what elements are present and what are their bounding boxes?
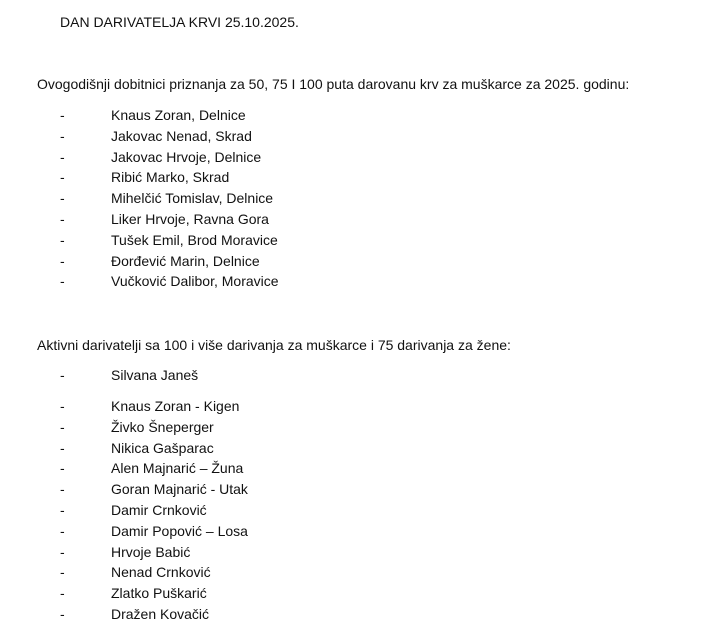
section-heading-active-donors: Aktivni darivatelji sa 100 i više darivanja za muškarce i 75 darivanja za žene: — [37, 337, 511, 353]
donor-name: Ribić Marko, Skrad — [111, 169, 230, 186]
list-bullet-dash: - — [60, 169, 65, 186]
donor-name: Liker Hrvoje, Ravna Gora — [111, 210, 269, 227]
donor-name: Vučković Dalibor, Moravice — [111, 273, 279, 290]
list-bullet-dash: - — [60, 605, 65, 622]
donor-name: Alen Majnarić – Žuna — [111, 460, 244, 477]
donor-name: Damir Popović – Losa — [111, 522, 248, 539]
list-bullet-dash: - — [60, 481, 65, 498]
list-bullet-dash: - — [60, 522, 65, 539]
section-heading-awardees: Ovogodišnji dobitnici priznanja za 50, 75 I 100 puta darovanu krv za muškarce za 2025. godinu: — [37, 76, 630, 92]
donor-name: Živko Šneperger — [111, 418, 214, 435]
list-bullet-dash: - — [60, 252, 65, 269]
donor-name: Nikica Gašparac — [111, 439, 214, 456]
donor-name: Goran Majnarić - Utak — [111, 481, 248, 498]
donor-name: Hrvoje Babić — [111, 543, 191, 560]
list-bullet-dash: - — [60, 273, 65, 290]
list-bullet-dash: - — [60, 190, 65, 207]
donor-name: Jakovac Nenad, Skrad — [111, 127, 252, 144]
list-bullet-dash: - — [60, 501, 65, 518]
list-bullet-dash: - — [60, 127, 65, 144]
list-bullet-dash: - — [60, 148, 65, 165]
list-bullet-dash: - — [60, 107, 65, 123]
donor-name: Đorđević Marin, Delnice — [111, 252, 260, 269]
document-title: DAN DARIVATELJA KRVI 25.10.2025. — [60, 14, 299, 30]
list-bullet-dash: - — [60, 210, 65, 227]
list-bullet-dash: - — [60, 231, 65, 248]
donor-name: Silvana Janeš — [111, 367, 199, 383]
list-bullet-dash: - — [60, 585, 65, 602]
donor-name: Zlatko Puškarić — [111, 585, 207, 602]
list-bullet-dash: - — [60, 418, 65, 435]
donor-name: Dražen Kovačić — [111, 605, 210, 622]
list-bullet-dash: - — [60, 398, 65, 414]
list-bullet-dash: - — [60, 367, 65, 383]
donor-name: Tušek Emil, Brod Moravice — [111, 231, 278, 248]
list-bullet-dash: - — [60, 564, 65, 581]
donor-name: Mihelčić Tomislav, Delnice — [111, 190, 274, 207]
list-bullet-dash: - — [60, 460, 65, 477]
donor-name: Jakovac Hrvoje, Delnice — [111, 148, 262, 165]
donor-name: Knaus Zoran - Kigen — [111, 398, 240, 414]
list-bullet-dash: - — [60, 543, 65, 560]
donor-name: Damir Crnković — [111, 501, 207, 518]
donor-name: Nenad Crnković — [111, 564, 211, 581]
list-bullet-dash: - — [60, 439, 65, 456]
donor-name: Knaus Zoran, Delnice — [111, 107, 246, 123]
